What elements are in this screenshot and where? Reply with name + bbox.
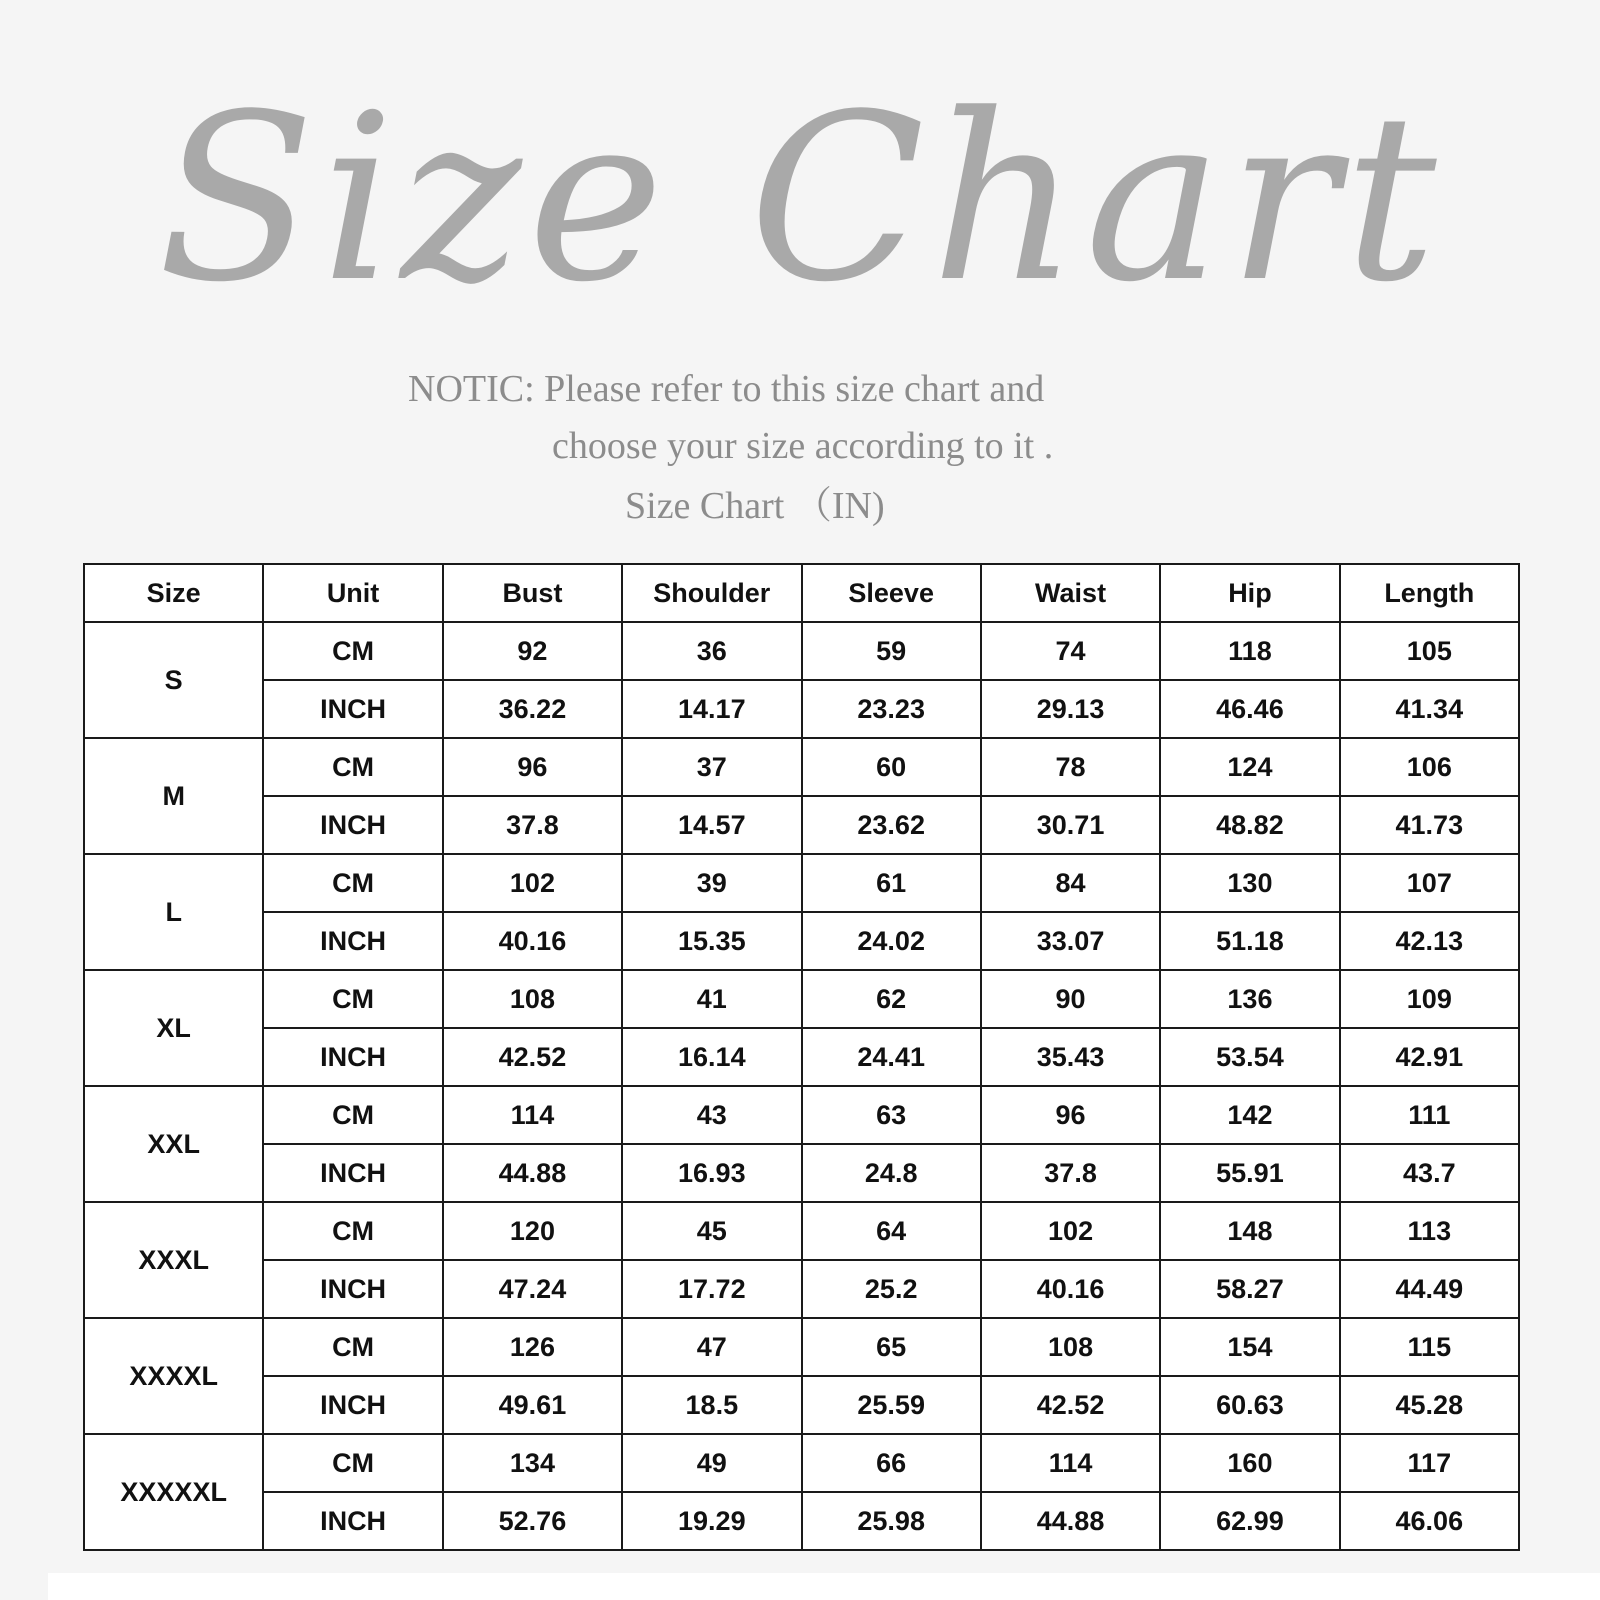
bust-inch-cell: 40.16 (443, 912, 622, 970)
waist-inch-cell: 33.07 (981, 912, 1160, 970)
header-length: Length (1340, 564, 1519, 622)
shoulder-inch-cell: 15.35 (622, 912, 801, 970)
sleeve-cm-cell: 60 (802, 738, 981, 796)
table-row (84, 1028, 1519, 1086)
shoulder-cm-cell: 41 (622, 970, 801, 1028)
hip-inch-cell: 53.54 (1160, 1028, 1339, 1086)
table-row (84, 1376, 1519, 1434)
sleeve-inch-cell: 25.98 (802, 1492, 981, 1550)
table-row (84, 680, 1519, 738)
length-cm-cell: 115 (1340, 1318, 1519, 1376)
shoulder-cm-cell: 49 (622, 1434, 801, 1492)
unit-cell: CM (263, 1086, 442, 1144)
hip-inch-cell: 51.18 (1160, 912, 1339, 970)
bust-inch-cell: 49.61 (443, 1376, 622, 1434)
length-inch-cell: 44.49 (1340, 1260, 1519, 1318)
unit-cell: INCH (263, 1144, 442, 1202)
sleeve-cm-cell: 66 (802, 1434, 981, 1492)
sleeve-inch-cell: 23.23 (802, 680, 981, 738)
hip-cm-cell: 124 (1160, 738, 1339, 796)
waist-cm-cell: 108 (981, 1318, 1160, 1376)
unit-cell: INCH (263, 1492, 442, 1550)
unit-cell: INCH (263, 796, 442, 854)
waist-cm-cell: 114 (981, 1434, 1160, 1492)
table-row (84, 1144, 1519, 1202)
shoulder-inch-cell: 18.5 (622, 1376, 801, 1434)
length-cm-cell: 109 (1340, 970, 1519, 1028)
hip-inch-cell: 60.63 (1160, 1376, 1339, 1434)
bust-inch-cell: 36.22 (443, 680, 622, 738)
shoulder-inch-cell: 14.17 (622, 680, 801, 738)
sleeve-inch-cell: 23.62 (802, 796, 981, 854)
length-inch-cell: 41.73 (1340, 796, 1519, 854)
header-size: Size (84, 564, 263, 622)
hip-cm-cell: 142 (1160, 1086, 1339, 1144)
sleeve-cm-cell: 63 (802, 1086, 981, 1144)
size-cell: XXXXXL (84, 1434, 263, 1550)
header-row (84, 564, 1519, 622)
size-cell: L (84, 854, 263, 970)
sleeve-cm-cell: 61 (802, 854, 981, 912)
page-title: Size Chart (157, 66, 1443, 333)
length-cm-cell: 105 (1340, 622, 1519, 680)
header-shoulder: Shoulder (622, 564, 801, 622)
table-body (84, 622, 1519, 1550)
waist-cm-cell: 90 (981, 970, 1160, 1028)
bust-inch-cell: 44.88 (443, 1144, 622, 1202)
size-table (83, 563, 1520, 1551)
length-inch-cell: 42.13 (1340, 912, 1519, 970)
bust-cm-cell: 120 (443, 1202, 622, 1260)
sleeve-inch-cell: 25.59 (802, 1376, 981, 1434)
hip-cm-cell: 148 (1160, 1202, 1339, 1260)
shoulder-cm-cell: 37 (622, 738, 801, 796)
bust-cm-cell: 102 (443, 854, 622, 912)
length-cm-cell: 107 (1340, 854, 1519, 912)
unit-cell: CM (263, 854, 442, 912)
header-hip: Hip (1160, 564, 1339, 622)
unit-cell: CM (263, 1434, 442, 1492)
size-cell: M (84, 738, 263, 854)
waist-cm-cell: 84 (981, 854, 1160, 912)
unit-cell: INCH (263, 1260, 442, 1318)
waist-cm-cell: 102 (981, 1202, 1160, 1260)
header-bust: Bust (443, 564, 622, 622)
shoulder-inch-cell: 16.93 (622, 1144, 801, 1202)
table-row (84, 796, 1519, 854)
bust-inch-cell: 52.76 (443, 1492, 622, 1550)
waist-inch-cell: 30.71 (981, 796, 1160, 854)
hip-inch-cell: 48.82 (1160, 796, 1339, 854)
length-cm-cell: 113 (1340, 1202, 1519, 1260)
waist-inch-cell: 37.8 (981, 1144, 1160, 1202)
hip-inch-cell: 46.46 (1160, 680, 1339, 738)
hip-inch-cell: 62.99 (1160, 1492, 1339, 1550)
size-cell: XXL (84, 1086, 263, 1202)
table-row (84, 1260, 1519, 1318)
bust-cm-cell: 92 (443, 622, 622, 680)
shoulder-inch-cell: 17.72 (622, 1260, 801, 1318)
bust-cm-cell: 114 (443, 1086, 622, 1144)
shoulder-inch-cell: 14.57 (622, 796, 801, 854)
unit-cell: INCH (263, 912, 442, 970)
table-row (84, 854, 1519, 912)
length-cm-cell: 111 (1340, 1086, 1519, 1144)
waist-inch-cell: 35.43 (981, 1028, 1160, 1086)
bottom-strip (48, 1573, 1600, 1600)
table-row (84, 622, 1519, 680)
size-cell: XXXL (84, 1202, 263, 1318)
unit-cell: INCH (263, 1376, 442, 1434)
sleeve-inch-cell: 24.41 (802, 1028, 981, 1086)
hip-inch-cell: 58.27 (1160, 1260, 1339, 1318)
shoulder-cm-cell: 39 (622, 854, 801, 912)
sleeve-inch-cell: 24.02 (802, 912, 981, 970)
length-cm-cell: 106 (1340, 738, 1519, 796)
shoulder-cm-cell: 47 (622, 1318, 801, 1376)
waist-cm-cell: 78 (981, 738, 1160, 796)
table-row (84, 1492, 1519, 1550)
bust-cm-cell: 126 (443, 1318, 622, 1376)
waist-inch-cell: 29.13 (981, 680, 1160, 738)
shoulder-inch-cell: 19.29 (622, 1492, 801, 1550)
bust-inch-cell: 37.8 (443, 796, 622, 854)
bust-inch-cell: 47.24 (443, 1260, 622, 1318)
header-sleeve: Sleeve (802, 564, 981, 622)
shoulder-cm-cell: 45 (622, 1202, 801, 1260)
header-waist: Waist (981, 564, 1160, 622)
waist-cm-cell: 96 (981, 1086, 1160, 1144)
length-inch-cell: 45.28 (1340, 1376, 1519, 1434)
sleeve-cm-cell: 64 (802, 1202, 981, 1260)
hip-cm-cell: 160 (1160, 1434, 1339, 1492)
table-row (84, 738, 1519, 796)
unit-cell: CM (263, 738, 442, 796)
header-unit: Unit (263, 564, 442, 622)
waist-cm-cell: 74 (981, 622, 1160, 680)
sleeve-cm-cell: 62 (802, 970, 981, 1028)
sleeve-cm-cell: 59 (802, 622, 981, 680)
table-row (84, 970, 1519, 1028)
hip-cm-cell: 136 (1160, 970, 1339, 1028)
notice-line-2: choose your size according to it . (552, 425, 1054, 467)
table-row (84, 1434, 1519, 1492)
size-cell: XXXXL (84, 1318, 263, 1434)
hip-cm-cell: 118 (1160, 622, 1339, 680)
sleeve-inch-cell: 24.8 (802, 1144, 981, 1202)
hip-inch-cell: 55.91 (1160, 1144, 1339, 1202)
shoulder-cm-cell: 36 (622, 622, 801, 680)
bust-inch-cell: 42.52 (443, 1028, 622, 1086)
sleeve-inch-cell: 25.2 (802, 1260, 981, 1318)
waist-inch-cell: 44.88 (981, 1492, 1160, 1550)
length-cm-cell: 117 (1340, 1434, 1519, 1492)
unit-cell: CM (263, 970, 442, 1028)
bust-cm-cell: 134 (443, 1434, 622, 1492)
table-row (84, 1318, 1519, 1376)
hip-cm-cell: 154 (1160, 1318, 1339, 1376)
bust-cm-cell: 96 (443, 738, 622, 796)
hip-cm-cell: 130 (1160, 854, 1339, 912)
unit-cell: CM (263, 1318, 442, 1376)
chart-unit-caption: Size Chart （IN) (625, 485, 885, 527)
unit-cell: INCH (263, 680, 442, 738)
table-row (84, 912, 1519, 970)
sleeve-cm-cell: 65 (802, 1318, 981, 1376)
unit-cell: CM (263, 622, 442, 680)
size-cell: S (84, 622, 263, 738)
notice-line-1: NOTIC: Please refer to this size chart and (408, 368, 1045, 410)
table-row (84, 1086, 1519, 1144)
bust-cm-cell: 108 (443, 970, 622, 1028)
length-inch-cell: 46.06 (1340, 1492, 1519, 1550)
waist-inch-cell: 42.52 (981, 1376, 1160, 1434)
waist-inch-cell: 40.16 (981, 1260, 1160, 1318)
table-row (84, 1202, 1519, 1260)
length-inch-cell: 42.91 (1340, 1028, 1519, 1086)
shoulder-inch-cell: 16.14 (622, 1028, 801, 1086)
shoulder-cm-cell: 43 (622, 1086, 801, 1144)
size-cell: XL (84, 970, 263, 1086)
unit-cell: INCH (263, 1028, 442, 1086)
unit-cell: CM (263, 1202, 442, 1260)
length-inch-cell: 43.7 (1340, 1144, 1519, 1202)
length-inch-cell: 41.34 (1340, 680, 1519, 738)
